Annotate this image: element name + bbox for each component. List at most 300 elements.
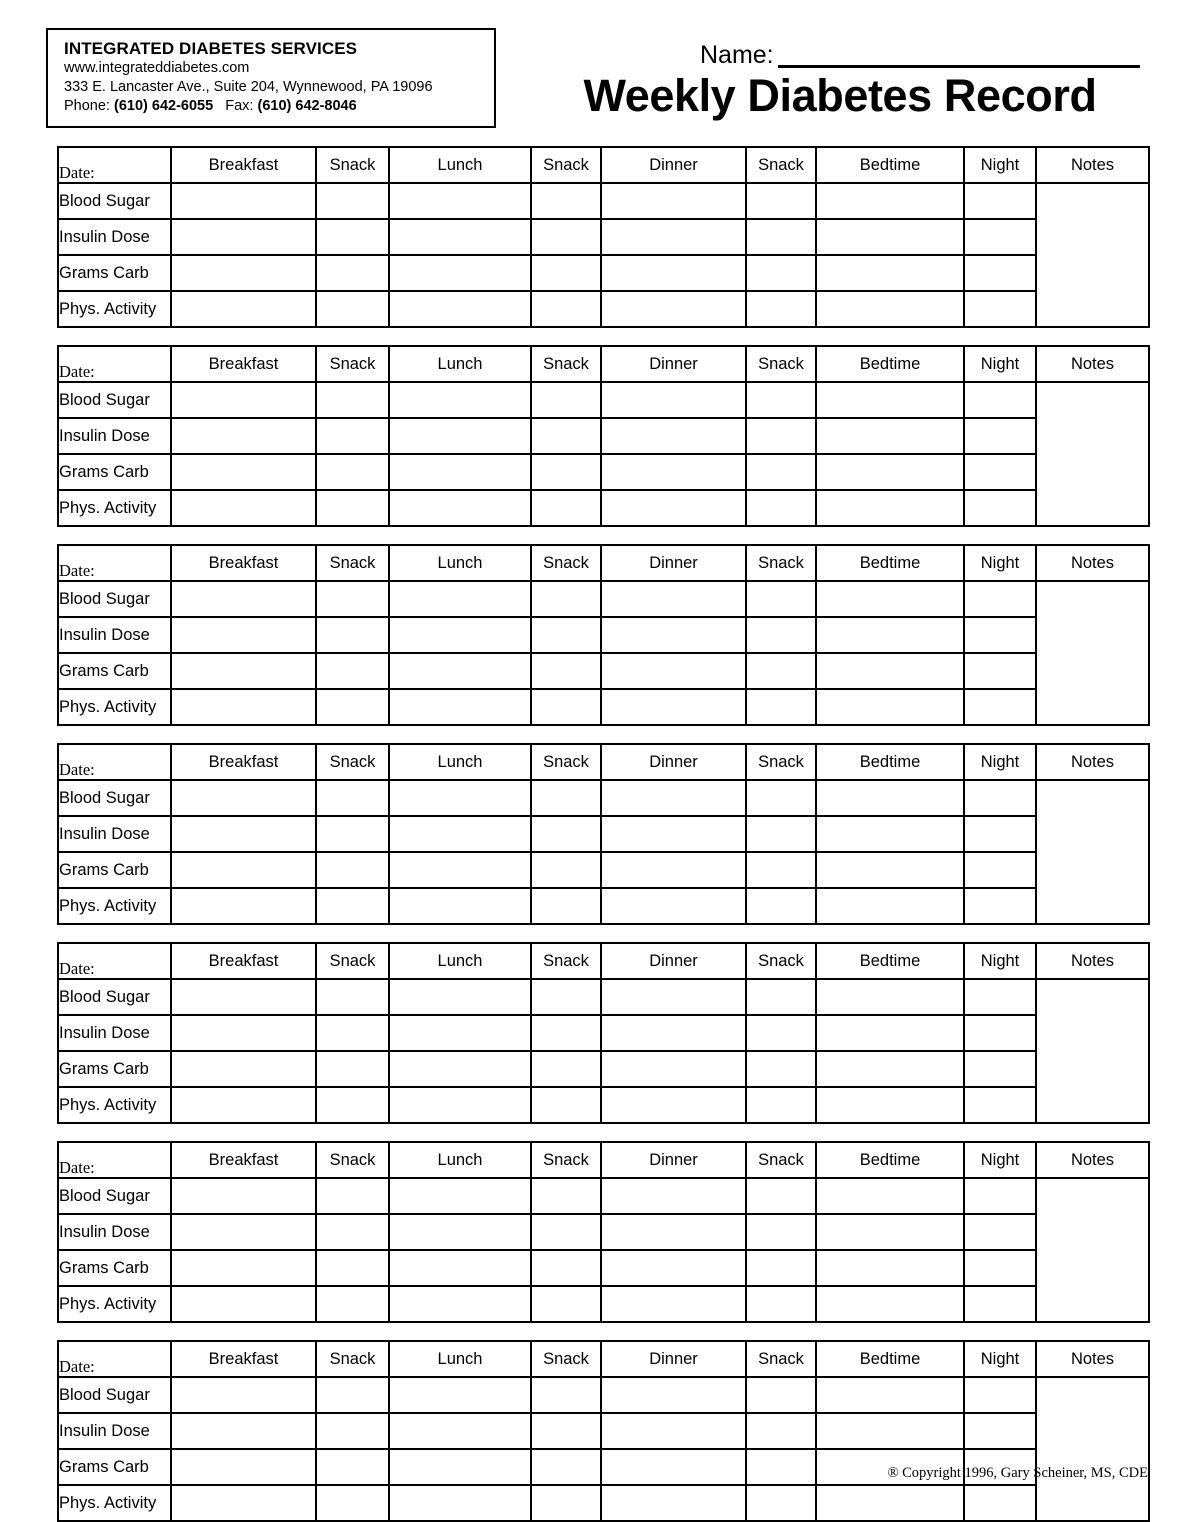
date-field[interactable]: Date:	[58, 346, 171, 382]
entry-cell[interactable]	[746, 1485, 816, 1521]
table-row	[58, 979, 1149, 1015]
entry-cell[interactable]	[316, 1413, 389, 1449]
column-header-night-7: Night	[964, 545, 1036, 581]
entry-cell[interactable]	[601, 183, 746, 219]
entry-cell[interactable]	[389, 1250, 531, 1286]
column-header-snack-5: Snack	[746, 1341, 816, 1377]
entry-cell[interactable]	[531, 780, 601, 816]
entry-cell[interactable]	[171, 653, 316, 689]
notes-cell[interactable]	[1036, 581, 1149, 725]
entry-cell[interactable]	[316, 1015, 389, 1051]
entry-cell[interactable]	[746, 581, 816, 617]
row-label-grams-carb: Grams Carb	[58, 1449, 171, 1485]
entry-cell[interactable]	[171, 816, 316, 852]
page-header	[0, 0, 1200, 140]
entry-cell[interactable]	[531, 1485, 601, 1521]
entry-cell[interactable]	[601, 1485, 746, 1521]
entry-cell[interactable]	[601, 1377, 746, 1413]
table-row	[58, 816, 1149, 852]
entry-cell[interactable]	[389, 1286, 531, 1322]
entry-cell[interactable]	[816, 490, 964, 526]
column-header-snack-1: Snack	[316, 744, 389, 780]
entry-cell[interactable]	[964, 888, 1036, 924]
entry-cell[interactable]	[316, 689, 389, 725]
table-row	[58, 581, 1149, 617]
entry-cell[interactable]	[746, 617, 816, 653]
entry-cell[interactable]	[531, 219, 601, 255]
entry-cell[interactable]	[171, 1250, 316, 1286]
entry-cell[interactable]	[601, 219, 746, 255]
entry-cell[interactable]	[389, 689, 531, 725]
table-header-row	[58, 943, 1149, 979]
entry-cell[interactable]	[601, 979, 746, 1015]
entry-cell[interactable]	[389, 183, 531, 219]
entry-cell[interactable]	[816, 1087, 964, 1123]
entry-cell[interactable]	[316, 183, 389, 219]
column-header-snack-1: Snack	[316, 1341, 389, 1377]
entry-cell[interactable]	[389, 382, 531, 418]
entry-cell[interactable]	[531, 1178, 601, 1214]
entry-cell[interactable]	[601, 888, 746, 924]
record-table	[57, 544, 1150, 726]
entry-cell[interactable]	[531, 1250, 601, 1286]
entry-cell[interactable]	[389, 581, 531, 617]
entry-cell[interactable]	[746, 852, 816, 888]
entry-cell[interactable]	[964, 780, 1036, 816]
entry-cell[interactable]	[964, 689, 1036, 725]
entry-cell[interactable]	[389, 816, 531, 852]
entry-cell[interactable]	[389, 1214, 531, 1250]
entry-cell[interactable]	[601, 1087, 746, 1123]
entry-cell[interactable]	[816, 1250, 964, 1286]
entry-cell[interactable]	[389, 1178, 531, 1214]
entry-cell[interactable]	[746, 255, 816, 291]
organization-website[interactable]: www.integrateddiabetes.com	[64, 60, 250, 76]
entry-cell[interactable]	[816, 1178, 964, 1214]
entry-cell[interactable]	[389, 1485, 531, 1521]
entry-cell[interactable]	[531, 291, 601, 327]
entry-cell[interactable]	[531, 852, 601, 888]
entry-cell[interactable]	[316, 1051, 389, 1087]
column-header-notes-8: Notes	[1036, 943, 1149, 979]
entry-cell[interactable]	[601, 1178, 746, 1214]
entry-cell[interactable]	[601, 780, 746, 816]
entry-cell[interactable]	[601, 1250, 746, 1286]
entry-cell[interactable]	[171, 1286, 316, 1322]
name-field-row	[700, 34, 1140, 68]
row-label-phys-activity: Phys. Activity	[58, 888, 171, 924]
column-header-bedtime-6: Bedtime	[816, 346, 964, 382]
entry-cell[interactable]	[964, 1413, 1036, 1449]
entry-cell[interactable]	[531, 1015, 601, 1051]
entry-cell[interactable]	[531, 1214, 601, 1250]
column-header-snack-5: Snack	[746, 147, 816, 183]
entry-cell[interactable]	[316, 255, 389, 291]
row-label-phys-activity: Phys. Activity	[58, 291, 171, 327]
entry-cell[interactable]	[389, 1377, 531, 1413]
entry-cell[interactable]	[316, 382, 389, 418]
entry-cell[interactable]	[816, 852, 964, 888]
entry-cell[interactable]	[816, 382, 964, 418]
entry-cell[interactable]	[531, 1051, 601, 1087]
entry-cell[interactable]	[816, 581, 964, 617]
entry-cell[interactable]	[601, 617, 746, 653]
column-header-dinner-4: Dinner	[601, 1341, 746, 1377]
entry-cell[interactable]	[531, 888, 601, 924]
column-header-bedtime-6: Bedtime	[816, 545, 964, 581]
entry-cell[interactable]	[601, 816, 746, 852]
entry-cell[interactable]	[964, 418, 1036, 454]
row-label-phys-activity: Phys. Activity	[58, 1286, 171, 1322]
entry-cell[interactable]	[816, 1377, 964, 1413]
table-header-row	[58, 1341, 1149, 1377]
entry-cell[interactable]	[531, 1286, 601, 1322]
entry-cell[interactable]	[601, 1286, 746, 1322]
record-block	[57, 146, 1148, 328]
notes-cell[interactable]	[1036, 780, 1149, 924]
entry-cell[interactable]	[171, 418, 316, 454]
entry-cell[interactable]	[746, 1413, 816, 1449]
column-header-notes-8: Notes	[1036, 744, 1149, 780]
entry-cell[interactable]	[964, 1250, 1036, 1286]
column-header-snack-5: Snack	[746, 545, 816, 581]
entry-cell[interactable]	[531, 689, 601, 725]
entry-cell[interactable]	[601, 382, 746, 418]
entry-cell[interactable]	[816, 780, 964, 816]
entry-cell[interactable]	[816, 653, 964, 689]
column-header-lunch-2: Lunch	[389, 1142, 531, 1178]
column-header-breakfast-0: Breakfast	[171, 943, 316, 979]
column-header-breakfast-0: Breakfast	[171, 1341, 316, 1377]
entry-cell[interactable]	[171, 1413, 316, 1449]
notes-cell[interactable]	[1036, 183, 1149, 327]
entry-cell[interactable]	[746, 1377, 816, 1413]
entry-cell[interactable]	[816, 183, 964, 219]
date-field[interactable]: Date:	[58, 943, 171, 979]
column-header-dinner-4: Dinner	[601, 1142, 746, 1178]
column-header-night-7: Night	[964, 1341, 1036, 1377]
entry-cell[interactable]	[316, 418, 389, 454]
entry-cell[interactable]	[389, 780, 531, 816]
entry-cell[interactable]	[316, 1286, 389, 1322]
entry-cell[interactable]	[746, 689, 816, 725]
column-header-dinner-4: Dinner	[601, 545, 746, 581]
entry-cell[interactable]	[601, 418, 746, 454]
row-label-insulin-dose: Insulin Dose	[58, 1214, 171, 1250]
column-header-snack-3: Snack	[531, 545, 601, 581]
entry-cell[interactable]	[964, 816, 1036, 852]
fax-label: Fax:	[225, 98, 254, 114]
entry-cell[interactable]	[531, 1087, 601, 1123]
column-header-notes-8: Notes	[1036, 545, 1149, 581]
entry-cell[interactable]	[746, 1286, 816, 1322]
table-row	[58, 183, 1149, 219]
entry-cell[interactable]	[601, 1214, 746, 1250]
entry-cell[interactable]	[316, 291, 389, 327]
entry-cell[interactable]	[316, 979, 389, 1015]
entry-cell[interactable]	[316, 581, 389, 617]
entry-cell[interactable]	[389, 490, 531, 526]
entry-cell[interactable]	[746, 1087, 816, 1123]
organization-name: INTEGRATED DIABETES SERVICES	[64, 39, 358, 58]
row-label-blood-sugar: Blood Sugar	[58, 382, 171, 418]
entry-cell[interactable]	[531, 816, 601, 852]
entry-cell[interactable]	[531, 183, 601, 219]
record-block	[57, 743, 1148, 925]
entry-cell[interactable]	[389, 653, 531, 689]
entry-cell[interactable]	[816, 689, 964, 725]
entry-cell[interactable]	[316, 852, 389, 888]
entry-cell[interactable]	[531, 617, 601, 653]
entry-cell[interactable]	[389, 418, 531, 454]
entry-cell[interactable]	[746, 816, 816, 852]
entry-cell[interactable]	[746, 1178, 816, 1214]
entry-cell[interactable]	[964, 852, 1036, 888]
entry-cell[interactable]	[531, 418, 601, 454]
notes-cell[interactable]	[1036, 979, 1149, 1123]
entry-cell[interactable]	[816, 255, 964, 291]
table-header-row	[58, 147, 1149, 183]
row-label-grams-carb: Grams Carb	[58, 852, 171, 888]
entry-cell[interactable]	[601, 255, 746, 291]
entry-cell[interactable]	[171, 1214, 316, 1250]
row-label-blood-sugar: Blood Sugar	[58, 183, 171, 219]
entry-cell[interactable]	[601, 454, 746, 490]
entry-cell[interactable]	[964, 382, 1036, 418]
entry-cell[interactable]	[389, 454, 531, 490]
entry-cell[interactable]	[964, 1051, 1036, 1087]
fax-number: (610) 642-8046	[257, 98, 357, 114]
entry-cell[interactable]	[531, 382, 601, 418]
entry-cell[interactable]	[171, 979, 316, 1015]
entry-cell[interactable]	[964, 653, 1036, 689]
entry-cell[interactable]	[171, 780, 316, 816]
entry-cell[interactable]	[531, 454, 601, 490]
entry-cell[interactable]	[816, 454, 964, 490]
entry-cell[interactable]	[816, 1286, 964, 1322]
entry-cell[interactable]	[601, 689, 746, 725]
entry-cell[interactable]	[316, 888, 389, 924]
record-table	[57, 1340, 1150, 1522]
column-header-snack-1: Snack	[316, 545, 389, 581]
entry-cell[interactable]	[601, 1015, 746, 1051]
column-header-notes-8: Notes	[1036, 1142, 1149, 1178]
record-table	[57, 1141, 1150, 1323]
entry-cell[interactable]	[316, 1377, 389, 1413]
entry-cell[interactable]	[964, 581, 1036, 617]
entry-cell[interactable]	[389, 1413, 531, 1449]
entry-cell[interactable]	[389, 888, 531, 924]
entry-cell[interactable]	[389, 1015, 531, 1051]
entry-cell[interactable]	[389, 979, 531, 1015]
column-header-dinner-4: Dinner	[601, 147, 746, 183]
date-field[interactable]: Date:	[58, 545, 171, 581]
entry-cell[interactable]	[964, 617, 1036, 653]
table-row	[58, 291, 1149, 327]
entry-cell[interactable]	[531, 581, 601, 617]
entry-cell[interactable]	[964, 1214, 1036, 1250]
entry-cell[interactable]	[964, 255, 1036, 291]
entry-cell[interactable]	[746, 1214, 816, 1250]
entry-cell[interactable]	[601, 490, 746, 526]
entry-cell[interactable]	[964, 219, 1036, 255]
notes-cell[interactable]	[1036, 382, 1149, 526]
entry-cell[interactable]	[171, 617, 316, 653]
entry-cell[interactable]	[389, 852, 531, 888]
row-label-phys-activity: Phys. Activity	[58, 490, 171, 526]
entry-cell[interactable]	[816, 418, 964, 454]
entry-cell[interactable]	[531, 979, 601, 1015]
entry-cell[interactable]	[316, 1087, 389, 1123]
record-blocks	[57, 146, 1149, 1522]
entry-cell[interactable]	[601, 852, 746, 888]
entry-cell[interactable]	[746, 291, 816, 327]
entry-cell[interactable]	[816, 888, 964, 924]
entry-cell[interactable]	[816, 1051, 964, 1087]
entry-cell[interactable]	[746, 1051, 816, 1087]
entry-cell[interactable]	[964, 183, 1036, 219]
organization-phone-fax	[64, 97, 494, 116]
column-header-notes-8: Notes	[1036, 1341, 1149, 1377]
entry-cell[interactable]	[601, 581, 746, 617]
notes-cell[interactable]	[1036, 1377, 1149, 1521]
date-field[interactable]: Date:	[58, 1341, 171, 1377]
entry-cell[interactable]	[531, 1377, 601, 1413]
entry-cell[interactable]	[601, 653, 746, 689]
entry-cell[interactable]	[389, 1087, 531, 1123]
column-header-breakfast-0: Breakfast	[171, 744, 316, 780]
entry-cell[interactable]	[316, 1485, 389, 1521]
entry-cell[interactable]	[171, 490, 316, 526]
entry-cell[interactable]	[531, 653, 601, 689]
entry-cell[interactable]	[171, 888, 316, 924]
entry-cell[interactable]	[389, 1051, 531, 1087]
entry-cell[interactable]	[964, 979, 1036, 1015]
entry-cell[interactable]	[601, 1051, 746, 1087]
entry-cell[interactable]	[964, 1178, 1036, 1214]
column-header-snack-1: Snack	[316, 346, 389, 382]
entry-cell[interactable]	[316, 780, 389, 816]
entry-cell[interactable]	[746, 653, 816, 689]
record-table	[57, 146, 1150, 328]
entry-cell[interactable]	[171, 454, 316, 490]
entry-cell[interactable]	[964, 291, 1036, 327]
column-header-snack-5: Snack	[746, 1142, 816, 1178]
entry-cell[interactable]	[171, 1051, 316, 1087]
entry-cell[interactable]	[316, 816, 389, 852]
row-label-grams-carb: Grams Carb	[58, 1051, 171, 1087]
entry-cell[interactable]	[816, 979, 964, 1015]
entry-cell[interactable]	[816, 1413, 964, 1449]
entry-cell[interactable]	[171, 1015, 316, 1051]
entry-cell[interactable]	[964, 1087, 1036, 1123]
entry-cell[interactable]	[389, 255, 531, 291]
entry-cell[interactable]	[601, 1413, 746, 1449]
entry-cell[interactable]	[316, 1250, 389, 1286]
entry-cell[interactable]	[171, 255, 316, 291]
row-label-blood-sugar: Blood Sugar	[58, 581, 171, 617]
entry-cell[interactable]	[746, 490, 816, 526]
entry-cell[interactable]	[816, 1485, 964, 1521]
entry-cell[interactable]	[389, 617, 531, 653]
column-header-night-7: Night	[964, 943, 1036, 979]
date-field[interactable]: Date:	[58, 744, 171, 780]
entry-cell[interactable]	[316, 219, 389, 255]
entry-cell[interactable]	[816, 1214, 964, 1250]
entry-cell[interactable]	[531, 1413, 601, 1449]
entry-cell[interactable]	[746, 418, 816, 454]
entry-cell[interactable]	[816, 1015, 964, 1051]
entry-cell[interactable]	[171, 1087, 316, 1123]
entry-cell[interactable]	[746, 183, 816, 219]
entry-cell[interactable]	[389, 219, 531, 255]
entry-cell[interactable]	[171, 1178, 316, 1214]
entry-cell[interactable]	[746, 1250, 816, 1286]
column-header-lunch-2: Lunch	[389, 147, 531, 183]
name-input-line[interactable]	[778, 44, 1140, 68]
entry-cell[interactable]	[316, 617, 389, 653]
entry-cell[interactable]	[171, 581, 316, 617]
entry-cell[interactable]	[601, 291, 746, 327]
entry-cell[interactable]	[816, 617, 964, 653]
entry-cell[interactable]	[316, 653, 389, 689]
entry-cell[interactable]	[964, 490, 1036, 526]
entry-cell[interactable]	[964, 454, 1036, 490]
column-header-snack-3: Snack	[531, 1142, 601, 1178]
entry-cell[interactable]	[171, 291, 316, 327]
entry-cell[interactable]	[746, 979, 816, 1015]
entry-cell[interactable]	[964, 1286, 1036, 1322]
entry-cell[interactable]	[316, 454, 389, 490]
entry-cell[interactable]	[816, 291, 964, 327]
entry-cell[interactable]	[816, 219, 964, 255]
organization-address: 333 E. Lancaster Ave., Suite 204, Wynnewood, PA 19096	[64, 79, 433, 95]
entry-cell[interactable]	[746, 382, 816, 418]
column-header-snack-3: Snack	[531, 147, 601, 183]
entry-cell[interactable]	[171, 382, 316, 418]
entry-cell[interactable]	[171, 1485, 316, 1521]
entry-cell[interactable]	[746, 454, 816, 490]
entry-cell[interactable]	[746, 1015, 816, 1051]
entry-cell[interactable]	[171, 1377, 316, 1413]
entry-cell[interactable]	[531, 255, 601, 291]
entry-cell[interactable]	[316, 1214, 389, 1250]
date-field[interactable]: Date:	[58, 1142, 171, 1178]
entry-cell[interactable]	[746, 888, 816, 924]
date-field[interactable]: Date:	[58, 147, 171, 183]
row-label-insulin-dose: Insulin Dose	[58, 1413, 171, 1449]
entry-cell[interactable]	[316, 490, 389, 526]
entry-cell[interactable]	[816, 816, 964, 852]
entry-cell[interactable]	[171, 183, 316, 219]
entry-cell[interactable]	[171, 219, 316, 255]
entry-cell[interactable]	[746, 219, 816, 255]
entry-cell[interactable]	[964, 1377, 1036, 1413]
entry-cell[interactable]	[389, 291, 531, 327]
entry-cell[interactable]	[316, 1178, 389, 1214]
entry-cell[interactable]	[531, 490, 601, 526]
table-row	[58, 1377, 1149, 1413]
entry-cell[interactable]	[171, 852, 316, 888]
entry-cell[interactable]	[171, 689, 316, 725]
entry-cell[interactable]	[964, 1485, 1036, 1521]
column-header-breakfast-0: Breakfast	[171, 346, 316, 382]
entry-cell[interactable]	[964, 1015, 1036, 1051]
notes-cell[interactable]	[1036, 1178, 1149, 1322]
row-label-phys-activity: Phys. Activity	[58, 689, 171, 725]
column-header-night-7: Night	[964, 346, 1036, 382]
entry-cell[interactable]	[746, 780, 816, 816]
